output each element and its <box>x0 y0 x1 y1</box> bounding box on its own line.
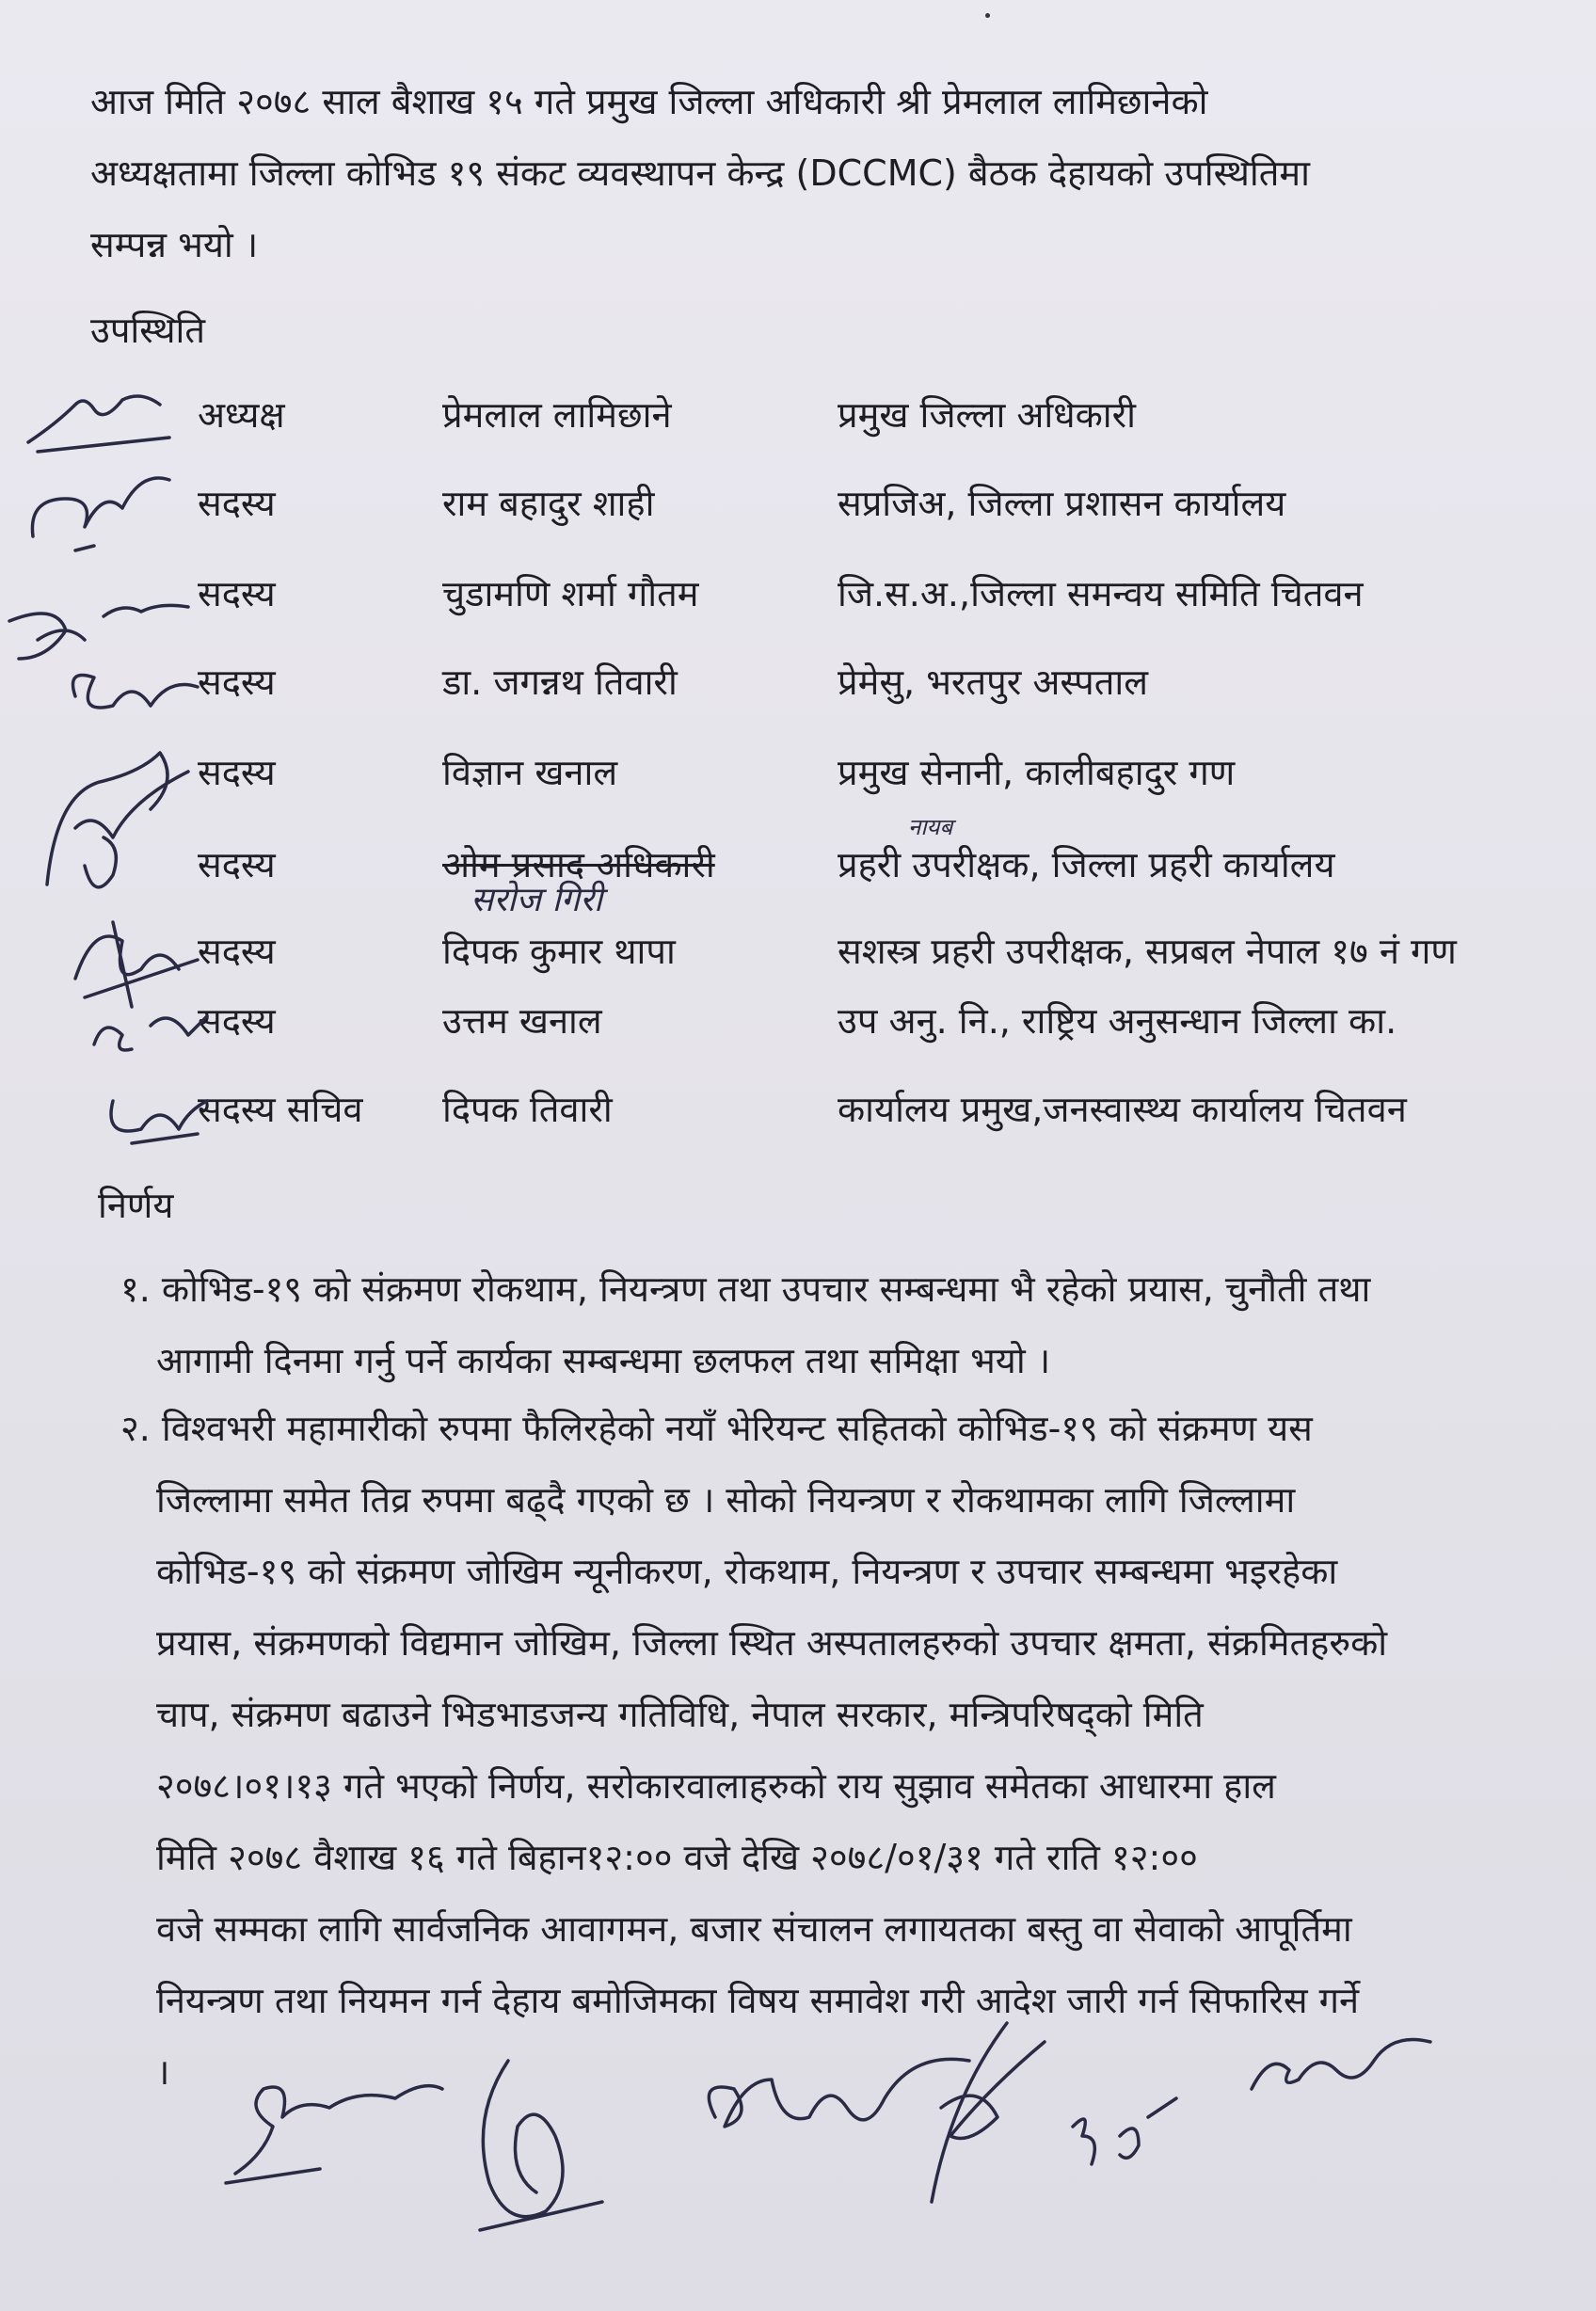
attendee-office: प्रमुख सेनानी, कालीबहादुर गण <box>838 752 1236 793</box>
attendee-office: सप्रजिअ, जिल्ला प्रशासन कार्यालय <box>838 483 1286 524</box>
attendee-role: सदस्य <box>198 844 276 885</box>
intro-line-2: अध्यक्षतामा जिल्ला कोभिड १९ संकट व्यवस्थापन केन्द्र (DCCMC) बैठक देहायको उपस्थितिमा <box>90 152 1310 194</box>
attendee-role: सदस्य <box>198 752 276 793</box>
attendee-name: डा. जगन्नथ तिवारी <box>442 661 678 703</box>
decision-item-2 <box>120 1393 1523 2108</box>
attendee-office: प्रमुख जिल्ला अधिकारी <box>838 394 1137 436</box>
attendee-name: दिपक तिवारी <box>442 1089 613 1130</box>
attendee-role: सदस्य <box>198 661 276 703</box>
signature-mark <box>894 2004 1063 2221</box>
intro-line-3: सम्पन्न भयो । <box>90 224 259 265</box>
signature-mark <box>1054 2070 1186 2183</box>
decision-text-line: नियन्त्रण तथा नियमन गर्न देहाय बमोजिमका विषय समावेश गरी आदेश जारी गर्न सिफारिस गर्ने <box>156 1980 1360 2021</box>
signature-mark <box>28 734 207 913</box>
signature-mark <box>19 386 179 461</box>
signature-mark <box>207 2051 452 2192</box>
attendee-office: प्रेमेसु, भरतपुर अस्पताल <box>838 661 1148 703</box>
decision-text-line: वजे सम्मका लागि सार्वजनिक आवागमन, बजार संचालन लगायतका बस्तु वा सेवाको आपूर्तिमा <box>156 1908 1352 1950</box>
ink-dot <box>985 13 990 18</box>
signature-mark <box>1233 2014 1440 2108</box>
decision-text-line: जिल्लामा समेत तिव्र रुपमा बढ्दै गएको छ । सोको नियन्त्रण र रोकथामका लागि जिल्लामा <box>156 1479 1296 1521</box>
attendee-name: चुडामणि शर्मा गौतम <box>442 573 699 614</box>
attendee-office: सशस्त्र प्रहरी उपरीक्षक, सप्रबल नेपाल १७ नं गण <box>838 931 1457 972</box>
decision-text-line: प्रयास, संक्रमणको विद्यमान जोखिम, जिल्ला स्थित अस्पतालहरुको उपचार क्षमता, संक्रमितहरुको <box>156 1622 1388 1664</box>
attendee-name: राम बहादुर शाही <box>442 483 655 524</box>
decision-item-1 <box>120 1253 1523 1396</box>
attendee-name: प्रेमलाल लामिछाने <box>442 394 672 436</box>
signature-mark <box>452 2042 612 2258</box>
handwritten-replacement-name: सरोज गिरी <box>471 881 603 919</box>
attendee-name: दिपक कुमार थापा <box>442 931 676 972</box>
attendee-role: अध्यक्ष <box>198 394 285 436</box>
decision-text-line: १. कोभिड-१९ को संक्रमण रोकथाम, नियन्त्रण तथा उपचार सम्बन्धमा भै रहेको प्रयास, चुनौती तथा <box>120 1268 1371 1310</box>
attendee-role: सदस्य <box>198 483 276 524</box>
attendee-name: उत्तम खनाल <box>442 1000 602 1042</box>
attendee-office: प्रहरी उपरीक्षक, जिल्ला प्रहरी कार्यालय <box>838 844 1335 885</box>
attendee-role: सदस्य सचिव <box>198 1089 363 1130</box>
attendee-role: सदस्य <box>198 931 276 972</box>
decisions-heading: निर्णय <box>98 1185 174 1226</box>
signature-mark <box>85 997 216 1063</box>
decision-text-line: आगामी दिनमा गर्नु पर्ने कार्यका सम्बन्धमा छलफल तथा समिक्षा भयो । <box>156 1340 1051 1381</box>
attendee-office: जि.स.अ.,जिल्ला समन्वय समिति चितवन <box>838 573 1364 614</box>
attendee-name: विज्ञान खनाल <box>442 752 618 793</box>
attendee-role: सदस्य <box>198 573 276 614</box>
attendee-name-struck: ओम प्रसाद अधिकारी <box>442 844 715 885</box>
decision-text-line: कोभिड-१९ को संक्रमण जोखिम न्यूनीकरण, रोकथाम, नियन्त्रण र उपचार सम्बन्धमा भइरहेका <box>156 1551 1338 1592</box>
decision-text-line: २. विश्वभरी महामारीको रुपमा फैलिरहेको नयाँ भेरियन्ट सहितको कोभिड-१९ को संक्रमण यस <box>120 1408 1313 1449</box>
attendee-office: कार्यालय प्रमुख,जनस्वास्थ्य कार्यालय चितवन <box>838 1089 1407 1130</box>
attendee-role: सदस्य <box>198 1000 276 1042</box>
intro-paragraph <box>90 66 1492 280</box>
decision-text-line: चाप, संक्रमण बढाउने भिडभाडजन्य गतिविधि, नेपाल सरकार, मन्त्रिपरिषद्को मिति <box>156 1694 1204 1735</box>
signature-mark <box>19 461 188 565</box>
intro-line-1: आज मिति २०७८ साल बैशाख १५ गते प्रमुख जिल्ला अधिकारी श्री प्रेमलाल लामिछानेको <box>90 81 1208 122</box>
signature-mark <box>94 1073 216 1148</box>
attendee-office: उप अनु. नि., राष्ट्रिय अनुसन्धान जिल्ला का. <box>838 1000 1397 1042</box>
attendance-heading: उपस्थिति <box>90 310 206 351</box>
decision-text-line: २०७८।०१।१३ गते भएको निर्णय, सरोकारवालाहरुको राय सुझाव समेतका आधारमा हाल <box>156 1765 1276 1807</box>
decision-text-line: । <box>156 2051 170 2093</box>
decision-text-line: मिति २०७८ वैशाख १६ गते बिहान१२:०० वजे देखि २०७८/०१/३१ गते राति १२:०० <box>156 1837 1198 1878</box>
handwritten-prefix: नायब <box>908 814 953 840</box>
signature-mark <box>56 649 207 734</box>
